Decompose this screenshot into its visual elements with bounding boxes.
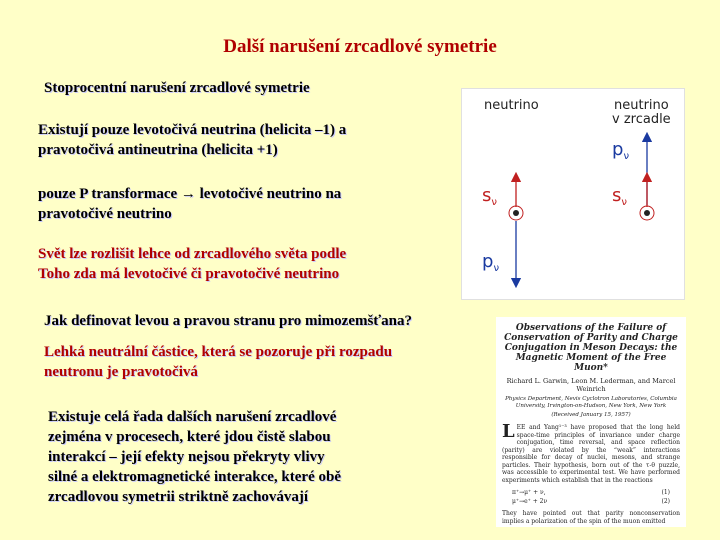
answer-neutron-decay bbox=[44, 342, 392, 382]
statement-line: Existují pouze levotočivá neutrina (helicita –1) a bbox=[38, 122, 347, 138]
diagram-svg bbox=[462, 89, 684, 299]
statement-line: pravotočivé neutrino bbox=[38, 206, 172, 222]
momentum-symbol-right: $p_\nu$ bbox=[612, 139, 630, 162]
diagram-label-neutrino: neutrino bbox=[484, 98, 539, 113]
paper-authors: Richard L. Garwin, Leon M. Lederman, and Marcel Weinrich bbox=[506, 377, 676, 393]
neutrino-mirror-diagram bbox=[461, 88, 685, 300]
spin-symbol-right: $s_\nu$ bbox=[612, 185, 627, 208]
neutrino-core-left bbox=[513, 210, 519, 216]
equation-number: (2) bbox=[661, 498, 670, 505]
statement-p-transform bbox=[38, 184, 341, 224]
paper-received: (Received January 15, 1957) bbox=[551, 412, 631, 418]
statement-neutrino-helicity bbox=[38, 120, 346, 160]
diagram-label-mirror-1: neutrino bbox=[614, 98, 669, 113]
paper-body bbox=[496, 420, 686, 488]
statement-line: pravotočivá antineutrina (helicita +1) bbox=[38, 142, 278, 158]
question-alien: Jak definovat levou a pravou stranu pro mimozemšťana? bbox=[44, 313, 412, 329]
neutrino-core-right bbox=[644, 210, 650, 216]
statement-line: neutronu je pravotočivá bbox=[44, 364, 198, 380]
statement-full-violation: Stoprocentní narušení zrcadlové symetrie bbox=[44, 80, 310, 96]
statement-line: pouze P transformace → levotočivé neutrino na bbox=[38, 186, 342, 202]
statement-line: silné a elektromagnetické interakce, které obě bbox=[48, 469, 341, 485]
statement-world-distinguish bbox=[38, 244, 346, 284]
diagram-label-mirror-2: v zrcadle bbox=[612, 112, 671, 127]
paper-excerpt-image bbox=[496, 317, 686, 527]
statement-line: Svět lze rozlišit lehce od zrcadlového světa podle bbox=[38, 246, 347, 262]
paper-dropcap: L bbox=[502, 421, 515, 442]
statement-line: Lehká neutrální částice, která se pozoruje při rozpadu bbox=[44, 344, 393, 360]
equation-text: π⁺→μ⁺ + ν, bbox=[512, 489, 546, 496]
equation-text: μ⁺→e⁺ + 2ν bbox=[512, 498, 548, 505]
statement-line: Existuje celá řada dalších narušení zrcadlové bbox=[48, 409, 337, 425]
paper-equation-2 bbox=[496, 497, 686, 506]
spin-symbol-left: $s_\nu$ bbox=[482, 185, 497, 208]
paper-body-2: They have pointed out that parity nonconservation implies a polarization of the spin of the muon emitted bbox=[502, 510, 680, 525]
momentum-symbol-left: $p_\nu$ bbox=[482, 251, 500, 274]
statement-line: zejména v procesech, které jdou čistě slabou bbox=[48, 429, 331, 445]
equation-number: (1) bbox=[661, 489, 670, 496]
slide-title: Další narušení zrcadlové symetrie bbox=[223, 36, 497, 57]
statement-line: interakcí – její efekty nejsou překryty vlivy bbox=[48, 449, 325, 465]
paper-title: Observations of the Failure of Conservation of Parity and Charge Conjugation in Meson Decays: the Magnetic Moment of the Free Muon* bbox=[504, 323, 678, 373]
statement-line: Toho zda má levotočivé či pravotočivé neutrino bbox=[38, 266, 340, 282]
paper-affiliation: Physics Department, Nevis Cyclotron Laboratories, Columbia University, Irvington-on-Hudson, New York, New York bbox=[505, 396, 677, 409]
paper-equation-1 bbox=[496, 488, 686, 497]
paper-body-text: EE and Yang¹⁻³ have proposed that the long held space-time principles of invariance under charge conjugation, time reversal, and space reflection (parity) are violated by the “weak” interactions responsible for decay of nuclei, mesons, and strange particles. Their hypothesis, born out of the τ-θ puzzle, was accessible to experimental test. We have performed experiments which establish that in the reactions bbox=[502, 424, 680, 484]
statement-line: zrcadlovou symetrii striktně zachovávají bbox=[48, 489, 309, 505]
statement-weak-interaction bbox=[48, 407, 341, 507]
